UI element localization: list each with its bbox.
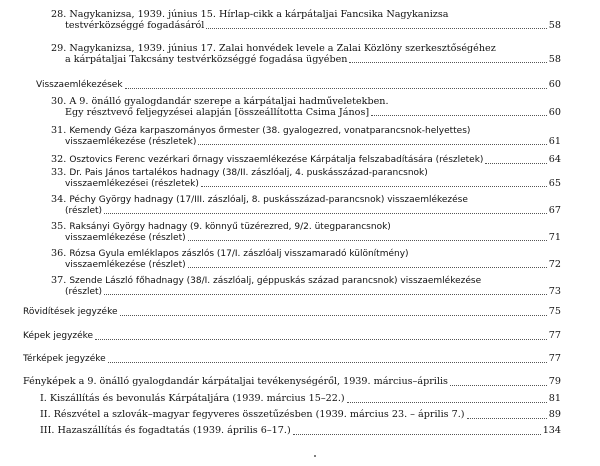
page-number: 60 <box>548 106 561 118</box>
dot-leader <box>349 62 546 63</box>
page-number: 89 <box>548 409 561 420</box>
part-title: Kiszállítás és bevonulás Kárpátaljára (1939. március 15–22.) <box>49 393 345 404</box>
toc-entry-32 <box>51 155 561 166</box>
section-title: Rövidítések jegyzéke <box>23 307 118 317</box>
dot-leader <box>206 28 546 29</box>
toc-entry-29 <box>51 44 561 65</box>
dot-leader <box>125 88 547 89</box>
page-number: 61 <box>548 135 561 147</box>
page-number: 77 <box>548 330 561 341</box>
dot-leader <box>104 213 547 214</box>
section-title: Fényképek a 9. önálló gyalogdandár kárpátaljai tevékenységéről, 1939. március–április <box>23 376 448 387</box>
entry-number: 29. <box>51 43 67 54</box>
entry-title: Nagykanizsa, 1939. június 15. Hírlap-cikk a kárpátaljai Fancsika Nagykanizsa <box>69 9 449 20</box>
toc-photo-part-1 <box>40 394 561 405</box>
entry-number: 28. <box>51 9 67 20</box>
dot-leader <box>95 339 547 340</box>
dot-leader <box>485 163 546 164</box>
entry-title: Rózsa Gyula emléklapos zászlós (17/I. zászlóalj visszamaradó különítmény) <box>69 249 409 259</box>
entry-number: 36. <box>51 248 67 259</box>
dot-leader <box>467 418 547 419</box>
part-number: II. <box>40 409 51 420</box>
toc-entry-30 <box>51 97 561 118</box>
section-title: Visszaemlékezések <box>36 80 123 90</box>
page-number: 60 <box>548 79 561 90</box>
entry-title: Raksányi György hadnagy (9. könnyű tüzérezred, 9/2. ütegparancsnok) <box>69 222 391 232</box>
page-number: 58 <box>548 19 561 31</box>
part-number: III. <box>40 425 55 436</box>
toc-section-visszaemlekezesek <box>36 80 561 91</box>
toc-section-roviditesek <box>23 307 561 318</box>
entry-number: 32. <box>51 154 67 165</box>
dot-leader <box>347 402 547 403</box>
entry-title: Kemendy Géza karpaszományos őrmester (38. gyalogezred, vonatparancsnok-helyettes) <box>69 126 471 136</box>
dot-leader <box>371 115 547 116</box>
toc-entry-34 <box>51 195 561 216</box>
toc-entry-35 <box>51 222 561 243</box>
dot-leader <box>108 362 547 363</box>
page-number: 79 <box>548 376 561 387</box>
toc-photo-part-2 <box>40 410 561 421</box>
dot-leader <box>188 240 547 241</box>
dot-leader <box>450 385 547 386</box>
entry-title-cont: a kárpátaljai Takcsány testvérközséggé fogadása ügyében <box>65 53 348 65</box>
page-number: 72 <box>548 258 561 270</box>
dot-leader <box>201 186 547 187</box>
toc-entry-28 <box>51 10 561 31</box>
entry-title-cont: Egy résztvevő feljegyzései alapján [összeállította Csima János] <box>65 106 370 118</box>
toc-entry-37 <box>51 276 561 297</box>
part-title: Részvétel a szlovák–magyar fegyveres összetűzésben (1939. március 23. – április 7.) <box>53 409 465 420</box>
page-number: 65 <box>548 177 561 189</box>
page-number: 75 <box>548 306 561 317</box>
entry-number: 33. <box>51 167 67 178</box>
entry-title-cont: visszaemlékezései (részletek) <box>65 178 199 189</box>
page-number: 81 <box>548 393 561 404</box>
entry-title: Szende László főhadnagy (38/I. zászlóalj, géppuskás század parancsnok) visszaemlékezése <box>69 276 482 286</box>
toc-section-terkepek <box>23 354 561 365</box>
entry-number: 34. <box>51 194 67 205</box>
section-title: Képek jegyzéke <box>23 331 94 341</box>
page-number: 77 <box>548 353 561 364</box>
page-number: 134 <box>542 425 561 436</box>
scan-speck <box>314 455 316 457</box>
dot-leader <box>293 434 541 435</box>
entry-title-cont: (részlet) <box>65 205 103 216</box>
dot-leader <box>188 267 547 268</box>
dot-leader <box>198 144 546 145</box>
part-number: I. <box>40 393 47 404</box>
page-number: 71 <box>548 231 561 243</box>
entry-title-cont: (részlet) <box>65 286 103 297</box>
entry-title: Nagykanizsa, 1939. június 17. Zalai honvédek levele a Zalai Közlöny szerkesztőségéhez <box>69 43 496 54</box>
toc-section-kepek <box>23 331 561 342</box>
dot-leader <box>104 294 547 295</box>
entry-title: Péchy György hadnagy (17/III. zászlóalj, 8. puskásszázad-parancsnok) visszaemlékezése <box>69 195 468 205</box>
entry-title: A 9. önálló gyalogdandár szerepe a kárpátaljai hadműveletekben. <box>69 96 389 107</box>
entry-number: 31. <box>51 125 67 136</box>
toc-section-fenykepek <box>23 377 561 388</box>
toc-entry-36 <box>51 249 561 270</box>
page-number: 58 <box>548 53 561 65</box>
dot-leader <box>120 315 547 316</box>
page-number: 73 <box>548 285 561 297</box>
entry-title: Osztovics Ferenc vezérkari őrnagy visszaemlékezése Kárpátalja felszabadítására (részletek) <box>69 155 484 165</box>
entry-title-cont: visszaemlékezése (részlet) <box>65 259 186 270</box>
entry-title: Dr. Pais János tartalékos hadnagy (38/II. zászlóalj, 4. puskásszázad-parancsnok) <box>69 168 428 178</box>
page-number: 67 <box>548 204 561 216</box>
part-title: Hazaszállítás és fogadtatás (1939. április 6–17.) <box>57 425 291 436</box>
entry-title-cont: testvérközséggé fogadásáról <box>65 19 205 31</box>
entry-number: 37. <box>51 275 67 286</box>
entry-number: 30. <box>51 96 67 107</box>
entry-number: 35. <box>51 221 67 232</box>
toc-entry-33 <box>51 168 561 189</box>
toc-photo-part-3 <box>40 426 561 437</box>
entry-title-cont: visszaemlékezése (részletek) <box>65 136 197 147</box>
section-title: Térképek jegyzéke <box>23 354 106 364</box>
toc-entry-31 <box>51 126 561 147</box>
entry-title-cont: visszaemlékezése (részlet) <box>65 232 186 243</box>
page-number: 64 <box>548 154 561 165</box>
